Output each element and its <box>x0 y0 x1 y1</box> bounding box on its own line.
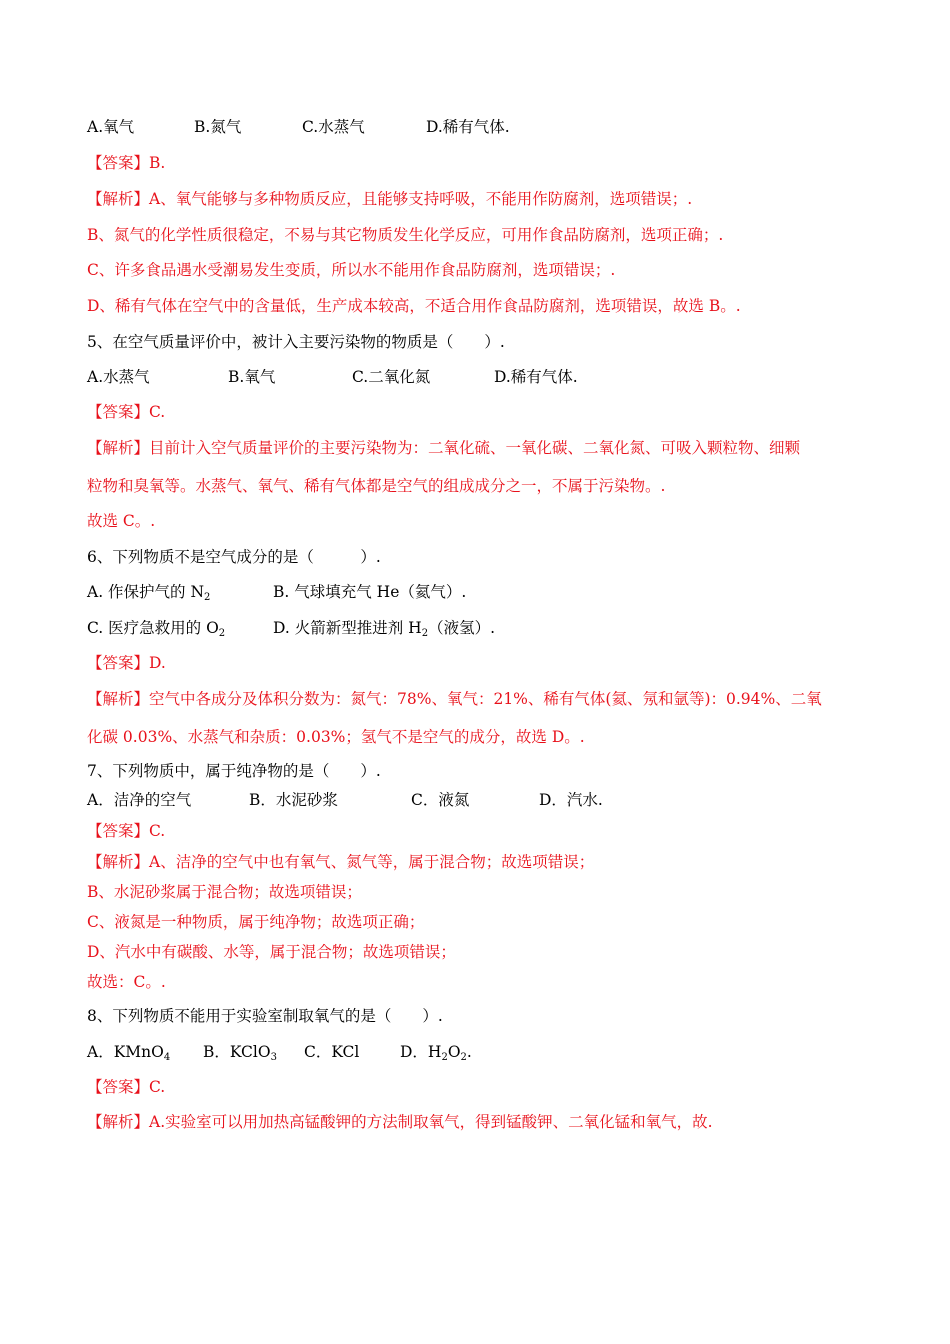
q7-analysis-line: 故选：C。. <box>87 973 166 991</box>
q5-option-a: A.水蒸气 <box>87 368 150 386</box>
q8-option-d: D．$H_2O_2$. <box>400 1043 472 1063</box>
q6-options-row2 <box>87 618 495 638</box>
q4-options <box>87 117 510 137</box>
q7-options <box>87 790 603 810</box>
q5-analysis-line: 【解析】目前计入空气质量评价的主要污染物为：二氧化硫、一氧化碳、二氧化氮、可吸入颗粒物、细颗 <box>87 439 801 457</box>
q5-answer: 【答案】C. <box>87 403 166 421</box>
q8-options <box>87 1042 472 1062</box>
q6-option-c: C. 医疗急救用的 $O_2$ <box>87 619 226 639</box>
q7-analysis-line: C、液氮是一种物质，属于纯净物；故选项正确； <box>87 913 425 931</box>
q8-option-a: A．KMnO$_4$ <box>87 1043 171 1063</box>
q4-option-b: B.氮气 <box>194 118 242 136</box>
q5-option-c: C.二氧化氮 <box>352 368 431 386</box>
q6-option-b: B. 气球填充气 He（氦气）. <box>273 583 467 601</box>
q5-options <box>87 367 578 387</box>
q8-option-b: B．KClO$_3$ <box>203 1043 277 1063</box>
q4-analysis-line: C、许多食品遇水受潮易发生变质，所以水不能用作食品防腐剂，选项错误；. <box>87 261 616 279</box>
q6-option-d: D. 火箭新型推进剂 $H_2$（液氢）. <box>273 619 495 639</box>
q7-analysis-line: 【解析】A、洁净的空气中也有氧气、氮气等，属于混合物；故选项错误； <box>87 853 595 871</box>
q6-stem: 6、下列物质不是空气成分的是（ ）. <box>87 548 381 566</box>
q4-option-a: A.氧气 <box>87 118 135 136</box>
q7-option-d: D．汽水. <box>539 791 603 809</box>
q6-analysis-line: 【解析】空气中各成分及体积分数为：氮气：78%、氧气：21%、稀有气体(氦、氖和氩等)：0.94%、二氧 <box>87 690 822 708</box>
q5-analysis-line: 粒物和臭氧等。水蒸气、氧气、稀有气体都是空气的组成成分之一，不属于污染物。. <box>87 477 666 495</box>
q6-answer: 【答案】D. <box>87 654 166 672</box>
q6-analysis-line: 化碳 0.03%、水蒸气和杂质：0.03%；氢气不是空气的成分，故选 D。. <box>87 728 585 746</box>
q6-option-a: A. 作保护气的 $N_2$ <box>87 583 211 603</box>
q7-answer: 【答案】C. <box>87 822 166 840</box>
q7-option-b: B．水泥砂浆 <box>249 791 338 809</box>
q4-option-d: D.稀有气体. <box>426 118 510 136</box>
q8-answer: 【答案】C. <box>87 1078 166 1096</box>
q8-stem: 8、下列物质不能用于实验室制取氧气的是（ ）. <box>87 1007 443 1025</box>
q4-analysis-line: 【解析】A、氧气能够与多种物质反应，且能够支持呼吸，不能用作防腐剂，选项错误；. <box>87 190 693 208</box>
q5-option-b: B.氧气 <box>228 368 276 386</box>
q7-stem: 7、下列物质中，属于纯净物的是（ ）. <box>87 762 381 780</box>
q8-analysis-line: 【解析】A.实验室可以用加热高锰酸钾的方法制取氧气，得到锰酸钾、二氧化锰和氧气，故. <box>87 1113 713 1131</box>
q5-stem: 5、在空气质量评价中，被计入主要污染物的物质是（ ）. <box>87 333 505 351</box>
q7-analysis-line: D、汽水中有碳酸、水等，属于混合物；故选项错误； <box>87 943 456 961</box>
q7-option-a: A．洁净的空气 <box>87 791 192 809</box>
q4-answer: 【答案】B. <box>87 154 166 172</box>
q4-option-c: C.水蒸气 <box>302 118 365 136</box>
q7-option-c: C．液氮 <box>411 791 470 809</box>
q7-analysis-line: B、水泥砂浆属于混合物；故选项错误； <box>87 883 362 901</box>
q4-analysis-line: B、氮气的化学性质很稳定，不易与其它物质发生化学反应，可用作食品防腐剂，选项正确；. <box>87 226 724 244</box>
q6-options-row1 <box>87 582 466 602</box>
q8-option-c: C．KCl <box>304 1043 360 1061</box>
q5-analysis-line: 故选 C。. <box>87 512 156 530</box>
q5-option-d: D.稀有气体. <box>494 368 578 386</box>
q4-analysis-line: D、稀有气体在空气中的含量低，生产成本较高，不适合用作食品防腐剂，选项错误，故选 B。. <box>87 297 741 315</box>
